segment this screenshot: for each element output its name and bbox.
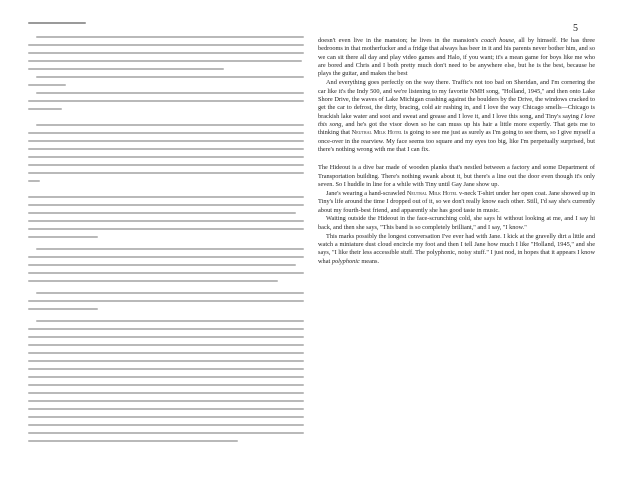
text-line — [28, 204, 304, 206]
text-run: is going to see me just as surely as I'm going to see them, so I give myself a once-over in the rearview. My face seems too square and my eyes too big, like I'm perpetually surprised, but there's nothing wrong with me that I can fix. — [318, 129, 595, 153]
text-line — [28, 212, 296, 214]
smallcaps-run: Neutral Milk Hotel — [351, 129, 403, 137]
text-line — [36, 292, 304, 294]
text-run: , and he's got the visor down so he can muss up his hair a little more expertly. That gets me to thinking that — [318, 120, 595, 137]
paragraph — [318, 233, 595, 266]
text-line — [28, 368, 304, 370]
text-run: This marks possibly the longest conversation I've ever had with Jane. I kick at the gravelly dirt a little and watch a miniature dust cloud encircle my foot and then I tell Jane how much I like "Holland, 1945," and she says, "I like their less accessible stuff. The polyphonic, noisy stuff." I just nod, in hopes that it appears I know what — [318, 232, 595, 265]
text-line — [36, 124, 304, 126]
text-line — [28, 264, 296, 266]
italic-run: coach house — [481, 37, 514, 44]
text-line — [28, 140, 304, 142]
text-run: doesn't even live in the mansion; he lives in the mansion's — [318, 37, 482, 44]
paragraph — [318, 190, 595, 215]
paragraph — [318, 164, 595, 189]
text-line — [28, 272, 304, 274]
text-line — [36, 36, 304, 38]
text-line — [28, 228, 304, 230]
text-run: v-neck T-shirt under her open coat. Jane showed up in Tiny's life around the time I dropped out of it, so we don't really know each other. Still, I'd say she's currently about my fourth-best friend, and apparently she has good taste in music. — [318, 189, 596, 214]
text-line — [28, 308, 98, 310]
text-line — [28, 52, 304, 54]
paragraph — [318, 215, 595, 232]
text-line — [28, 392, 304, 394]
text-run: means. — [359, 257, 380, 265]
text-line — [28, 180, 40, 182]
text-line — [28, 220, 304, 222]
text-line — [28, 376, 304, 378]
text-line — [28, 156, 304, 158]
text-line — [28, 44, 304, 46]
text-line — [28, 440, 238, 442]
text-run: Jane's wearing a hand-scrawled — [326, 189, 407, 197]
text-run: The Hideout is a dive bar made of wooden planks that's nestled between a factory and some Department of Transportation building. There's nothing swank about it, but there's a line out the door even though it's only seven. So I huddle in line for a while with Tiny until Gay Jane show up. — [318, 164, 595, 188]
left-column-text — [28, 22, 304, 452]
text-line — [28, 148, 304, 150]
smallcaps-run: Neutral Milk Hotel — [406, 189, 458, 197]
text-run: Waiting outside the Hideout in the face-scrunching cold, she says hi without looking at me, and I say hi back, and then she says, "This band is so completely brilliant," and I say, "I know." — [318, 215, 595, 231]
text-line — [28, 164, 304, 166]
paragraph — [318, 37, 595, 79]
text-line — [28, 300, 304, 302]
text-line — [28, 280, 278, 282]
text-run: , all by himself. He has three bedrooms in that motherfucker and a fridge that always has beer in it and his parents never bother him, and so we can sit there all day and play video games and Halo, if you want; it's a mean game for boys like me who are bored and Chris and I both pretty much don't need to be anywhere else, but he is the best, because he plays the guitar, and makes the best — [318, 37, 595, 78]
text-line — [28, 196, 304, 198]
text-line — [28, 172, 304, 174]
text-line — [28, 408, 304, 410]
italic-run: I love this song — [318, 112, 595, 128]
text-line — [28, 432, 304, 434]
text-line — [28, 68, 224, 70]
text-line — [28, 400, 304, 402]
text-line — [28, 256, 304, 258]
paragraph — [318, 79, 595, 154]
text-line — [28, 360, 304, 362]
text-line — [28, 132, 304, 134]
text-line — [28, 60, 302, 62]
text-line — [36, 92, 304, 94]
text-line — [28, 336, 304, 338]
text-line — [28, 100, 304, 102]
text-line — [36, 248, 304, 250]
text-line — [28, 236, 98, 238]
text-line — [28, 344, 304, 346]
text-line — [28, 352, 304, 354]
text-line — [28, 416, 304, 418]
text-line — [28, 384, 304, 386]
text-line — [28, 108, 62, 110]
text-line — [36, 76, 304, 78]
text-line — [28, 84, 66, 86]
text-line — [36, 320, 304, 322]
text-line — [28, 424, 304, 426]
page-number: 5 — [573, 23, 578, 34]
text-line — [28, 328, 304, 330]
running-header — [28, 22, 86, 24]
right-column-text — [318, 37, 595, 266]
italic-run: polyphonic — [331, 257, 360, 265]
text-run: And everything goes perfectly on the way there. Traffic's not too bad on Sheridan, and I'm cornering the car like it's the Indy 500, and we're listening to my favorite NMH song, "Holland, 1945," and then onto Lake Shore Drive, the waves of Lake Michigan crashing against the boulders by the Drive, the windows cracked to get the car to defrost, the dirty, bracing, cold air rushing in, and I love the way Chicago smells—Chicago is brackish lake water and soot and sweat and grease and I love it, and I love this song, and Tiny's saying — [318, 79, 595, 120]
